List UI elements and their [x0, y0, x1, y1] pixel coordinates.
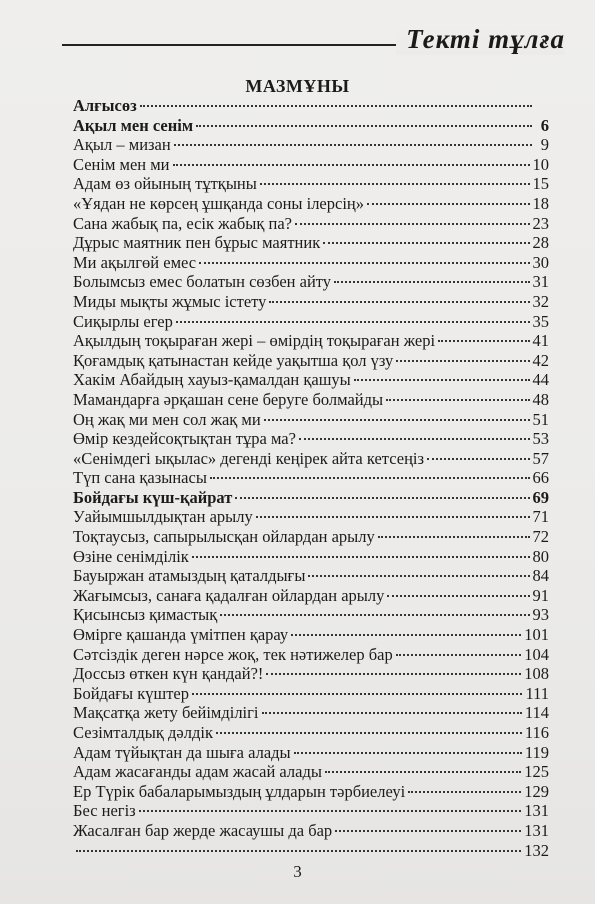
toc-entry-page: 131 [524, 820, 549, 840]
dot-leader [176, 321, 530, 323]
toc-entry-page: 125 [524, 762, 549, 782]
dot-leader [139, 810, 522, 812]
toc-entry [73, 841, 549, 861]
dot-leader [269, 301, 529, 303]
toc-entry-title: Жағымсыз, санаға қадалған ойлардан арылу [73, 585, 385, 605]
toc-entry-title: Түп сана қазынасы [73, 468, 207, 488]
toc-entry-page: 114 [524, 703, 549, 723]
toc-entry [73, 410, 549, 430]
toc-entry [73, 312, 549, 332]
toc-entry-title: Сиқырлы егер [73, 311, 173, 331]
dot-leader [199, 262, 529, 264]
toc-entry-title: Мақсатқа жету бейімділігі [73, 703, 259, 723]
toc-entry-page: 119 [524, 742, 549, 762]
dot-leader [438, 340, 529, 342]
toc-entry-page: 57 [532, 448, 549, 468]
toc-entry-page: 104 [524, 644, 549, 664]
toc-entry-title: Миды мықты жұмыс істету [73, 291, 267, 311]
toc-entry-title: Хакім Абайдың хауыз-қамалдан қашуы [73, 370, 351, 390]
toc-entry-page: 41 [532, 331, 549, 351]
dot-leader [323, 242, 529, 244]
toc-entry [73, 253, 549, 273]
toc-entry [73, 507, 549, 527]
dot-leader [295, 223, 530, 225]
toc-entry-page: 91 [532, 585, 549, 605]
dot-leader [386, 399, 529, 401]
toc-entry [73, 233, 549, 253]
toc-entry-page: 30 [532, 252, 549, 272]
toc-entry [73, 194, 549, 214]
toc-entry [73, 272, 549, 292]
page-number: 3 [293, 862, 302, 881]
toc-entry-page: 132 [524, 840, 549, 860]
toc-entry [73, 684, 549, 704]
dot-leader [192, 693, 522, 695]
toc-entry-page: 9 [540, 135, 549, 155]
toc-entry [73, 566, 549, 586]
toc-entry-title: Адам өз ойының тұтқыны [73, 174, 257, 194]
dot-leader [256, 516, 530, 518]
toc-entry [73, 468, 549, 488]
dot-leader [427, 458, 530, 460]
toc-entry-title: Адам жасағанды адам жасай алады [73, 762, 322, 782]
dot-leader [210, 477, 530, 479]
toc-entry-page: 10 [532, 154, 549, 174]
toc-entry [73, 527, 549, 547]
toc-entry [73, 664, 549, 684]
toc-entry-title: Бес негіз [73, 801, 136, 821]
toc-entry [73, 488, 549, 508]
dot-leader [335, 830, 521, 832]
toc-entry-title: Сәтсіздік деген нәрсе жоқ, тек нәтижелер бар [73, 644, 393, 664]
table-of-contents [73, 96, 549, 860]
toc-entry [73, 370, 549, 390]
toc-entry-page: 72 [532, 527, 549, 547]
toc-entry-page: 35 [532, 311, 549, 331]
toc-entry-title: Бауыржан атамыздың қаталдығы [73, 566, 306, 586]
dot-leader [264, 419, 530, 421]
toc-entry-page: 48 [532, 389, 549, 409]
dot-leader [387, 595, 529, 597]
dot-leader [334, 281, 529, 283]
dot-leader [354, 379, 530, 381]
toc-entry [73, 645, 549, 665]
toc-entry-page: 66 [532, 468, 549, 488]
toc-entry [73, 586, 549, 606]
toc-entry-title: Өзіне сенімділік [73, 546, 189, 566]
dot-leader [220, 614, 529, 616]
toc-entry [73, 116, 549, 136]
toc-entry-title: Ақылдың тоқыраған жері – өмірдің тоқыраған жері [73, 331, 436, 351]
dot-leader [192, 556, 530, 558]
dot-leader [294, 752, 522, 754]
dot-leader [408, 791, 521, 793]
toc-entry-title: Өмір кездейсоқтықтан тұра ма? [73, 429, 296, 449]
toc-entry [73, 449, 549, 469]
toc-entry-title: Сезімталдық дәлдік [73, 723, 213, 742]
toc-entry-title: Адам түйықтан да шыға алады [73, 742, 291, 762]
toc-entry-title: Ақыл мен сенім [73, 115, 194, 135]
toc-entry-title: Мамандарға әрқашан сене беруге болмайды [73, 389, 384, 409]
toc-entry-page: 71 [532, 507, 549, 527]
toc-entry [73, 292, 549, 312]
dot-leader [216, 732, 522, 734]
toc-entry [73, 96, 549, 116]
toc-entry-page: 131 [524, 801, 549, 821]
toc-entry-title: Оң жақ ми мен сол жақ ми [73, 409, 261, 429]
toc-entry-title: Дұрыс маятник пен бұрыс маятник [73, 233, 321, 253]
dot-leader [262, 712, 522, 714]
toc-entry-title: Қоғамдық қатынастан кейде уақытша қол үзу [73, 350, 394, 370]
toc-entry-page: 23 [532, 213, 549, 233]
toc-entry-title: Ақыл – мизан [73, 135, 171, 155]
toc-entry-title: Бойдағы күштер [73, 683, 190, 703]
dot-leader [308, 575, 529, 577]
toc-entry [73, 743, 549, 763]
toc-entry-page: 129 [524, 781, 549, 801]
toc-entry-page: 15 [532, 174, 549, 194]
toc-entry [73, 547, 549, 567]
toc-entry-title: «Сенімдегі ықылас» дегенді кеңірек айта кетсеңіз [73, 448, 424, 468]
toc-entry [73, 625, 549, 645]
dot-leader [367, 203, 530, 205]
toc-entry-page: 116 [524, 723, 549, 742]
toc-entry-page: 93 [532, 605, 549, 625]
dot-leader [260, 183, 530, 185]
toc-entry-page: 84 [532, 566, 549, 586]
toc-entry [73, 723, 549, 743]
toc-entry-page: 108 [524, 664, 549, 684]
dot-leader [235, 497, 529, 499]
running-header-title: Тектi тұлға [396, 24, 565, 55]
toc-entry-page: 28 [532, 233, 549, 253]
toc-entry-page: 69 [532, 487, 549, 507]
toc-entry-page: 6 [540, 115, 549, 135]
toc-entry [73, 801, 549, 821]
toc-entry-title: Алғысөз [73, 96, 137, 115]
toc-entry-page: 44 [532, 370, 549, 390]
toc-entry-title: «Ұядан не көрсең ұшқанда соны ілерсің» [73, 193, 364, 213]
dot-leader [396, 654, 522, 656]
toc-entry-page: 32 [532, 291, 549, 311]
dot-leader [173, 164, 530, 166]
dot-leader [196, 125, 532, 127]
toc-entry-title: Сенім мен ми [73, 154, 170, 174]
toc-entry-page: 80 [532, 546, 549, 566]
toc-entry-title: Сана жабық па, есік жабық па? [73, 213, 292, 233]
toc-entry-page: 42 [532, 350, 549, 370]
toc-entry-title: Бойдағы күш-қайрат [73, 487, 233, 507]
toc-entry [73, 174, 549, 194]
toc-entry [73, 331, 549, 351]
dot-leader [396, 360, 529, 362]
toc-entry [73, 821, 549, 841]
toc-entry [73, 782, 549, 802]
toc-entry-title: Тоқтаусыз, сапырылысқан ойлардан арылу [73, 527, 375, 547]
toc-heading: МАЗМҰНЫ [245, 76, 350, 96]
toc-entry [73, 214, 549, 234]
toc-entry-title: Ми ақылгөй емес [73, 252, 197, 272]
dot-leader [174, 144, 532, 146]
toc-entry-title: Өмірге қашанда үмітпен қарау [73, 625, 289, 645]
toc-entry-page: 53 [532, 429, 549, 449]
toc-entry-page: 18 [532, 193, 549, 213]
toc-entry [73, 762, 549, 782]
toc-entry-page: 51 [532, 409, 549, 429]
toc-entry-title: Доссыз өткен күн қандай?! [73, 664, 264, 684]
dot-leader [378, 536, 530, 538]
dot-leader [266, 673, 521, 675]
toc-entry [73, 155, 549, 175]
toc-entry-page: 111 [525, 683, 549, 703]
toc-entry-title: Уайымшылдықтан арылу [73, 507, 253, 527]
dot-leader [325, 771, 521, 773]
toc-entry-title: Қисынсыз қимастық [73, 605, 218, 625]
dot-leader [76, 850, 521, 852]
toc-entry [73, 605, 549, 625]
toc-entry-title: Болымсыз емес болатын сөзбен айту [73, 272, 332, 292]
dot-leader [291, 634, 521, 636]
toc-entry [73, 135, 549, 155]
toc-entry-title: Жасалған бар жерде жасаушы да бар [73, 820, 333, 840]
toc-entry-page: 101 [524, 625, 549, 645]
toc-entry [73, 429, 549, 449]
toc-entry [73, 351, 549, 371]
toc-entry-title: Ер Түрік бабаларымыздың ұлдарын тәрбиелеуі [73, 781, 406, 801]
dot-leader [299, 438, 530, 440]
toc-entry [73, 703, 549, 723]
dot-leader [140, 105, 532, 107]
toc-entry-page: 31 [532, 272, 549, 292]
toc-entry [73, 390, 549, 410]
